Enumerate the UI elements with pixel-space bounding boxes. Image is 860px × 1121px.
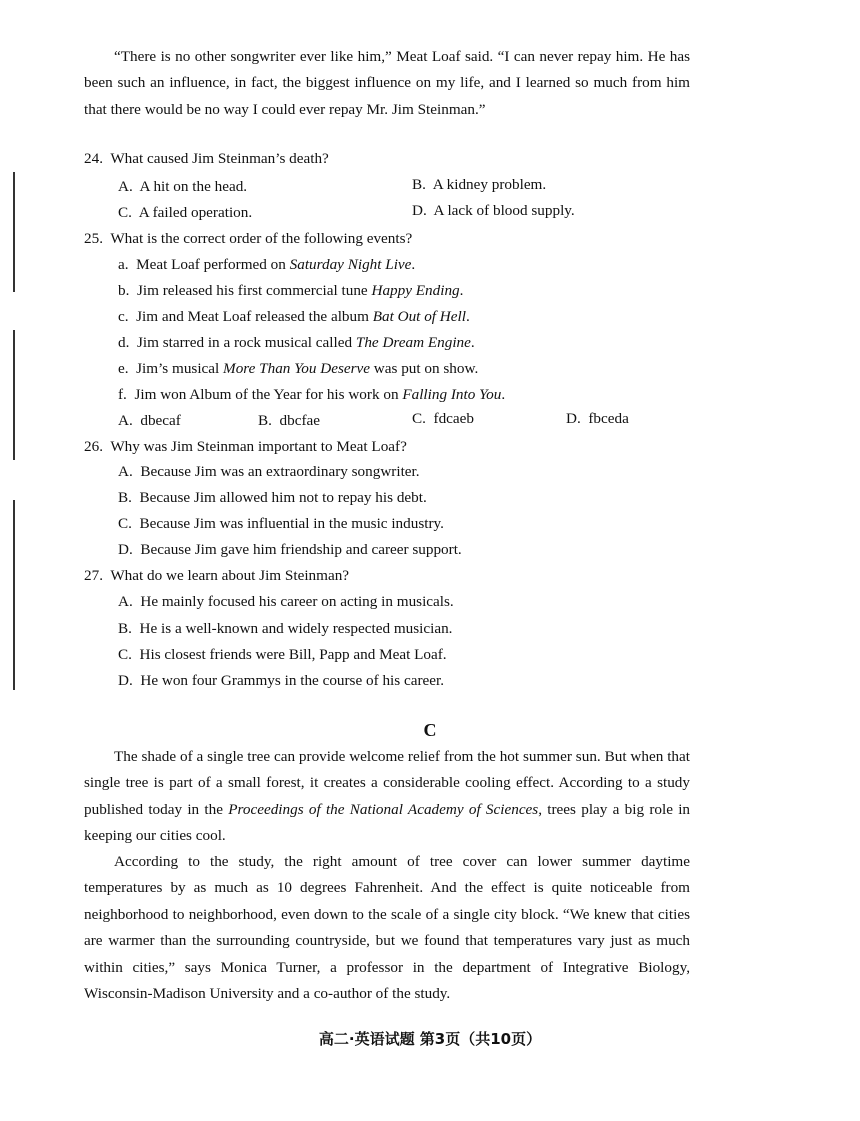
q25-event-a: a. Meat Loaf performed on Saturday Night Live. bbox=[118, 256, 416, 273]
question-text: Why was Jim Steinman important to Meat Loaf? bbox=[110, 438, 407, 455]
q25-event-b: b. Jim released his first commercial tune Happy Ending. bbox=[118, 282, 464, 299]
question-number: 26. bbox=[84, 438, 103, 455]
q24-option-a[interactable]: A. A hit on the head. bbox=[118, 178, 248, 195]
scan-artifact-line bbox=[13, 500, 15, 690]
question-text: What do we learn about Jim Steinman? bbox=[110, 567, 350, 584]
question-number: 27. bbox=[84, 567, 103, 584]
q26-option-a[interactable]: A. Because Jim was an extraordinary songwriter. bbox=[118, 463, 420, 480]
question-27-stem bbox=[84, 567, 349, 585]
q24-option-d[interactable]: D. A lack of blood supply. bbox=[412, 202, 575, 219]
question-text: What caused Jim Steinman’s death? bbox=[110, 150, 329, 167]
question-24-stem bbox=[84, 150, 329, 168]
scan-artifact-line bbox=[13, 172, 15, 292]
question-text: What is the correct order of the following events? bbox=[110, 230, 413, 247]
question-26-stem bbox=[84, 438, 407, 456]
section-c-paragraph-1: The shade of a single tree can provide welcome relief from the hot summer sun. But when that single tree is part of a small forest, it creates a considerable cooling effect. According to a study published today in the Proceedings of the National Academy of Sciences, trees play a big role in keeping our cities cool. bbox=[84, 748, 691, 845]
section-heading: C bbox=[423, 720, 437, 740]
q24-option-b[interactable]: B. A kidney problem. bbox=[412, 176, 547, 193]
q26-option-b[interactable]: B. Because Jim allowed him not to repay his debt. bbox=[118, 489, 427, 506]
section-c-paragraph-2: According to the study, the right amount of tree cover can lower summer daytime temperatures by as much as 10 degrees Fahrenheit. And the effect is quite noticeable from neighborhood to neighborhood, even down to the scale of a single city block. “We knew that cities are warmer than the surrounding countryside, but we found that temperatures vary just as much within cities,” says Monica Turner, a professor in the department of Integrative Biology, Wisconsin-Madison University and a co-author of the study. bbox=[84, 853, 690, 1003]
page-footer: 高二·英语试题 第3页（共10页） bbox=[318, 1030, 542, 1048]
question-25-stem bbox=[84, 230, 412, 248]
question-number: 25. bbox=[84, 230, 103, 247]
q26-option-d[interactable]: D. Because Jim gave him friendship and career support. bbox=[118, 541, 462, 558]
q27-option-a[interactable]: A. He mainly focused his career on acting in musicals. bbox=[118, 593, 454, 610]
q27-option-d[interactable]: D. He won four Grammys in the course of his career. bbox=[118, 672, 445, 689]
intro-paragraph: “There is no other songwriter ever like him,” Meat Loaf said. “I can never repay him. He has been such an influence, in fact, the biggest influence on my life, and I learned so much from him that there would be no way I could ever repay Mr. Jim Steinman.” bbox=[84, 48, 690, 118]
q25-option-d[interactable]: D. fbceda bbox=[566, 410, 629, 427]
q25-event-c: c. Jim and Meat Loaf released the album Bat Out of Hell. bbox=[118, 308, 470, 325]
q25-option-c[interactable]: C. fdcaeb bbox=[412, 410, 474, 427]
q25-event-e: e. Jim’s musical More Than You Deserve was put on show. bbox=[118, 360, 479, 377]
scan-artifact-line bbox=[13, 330, 15, 460]
q25-option-a[interactable]: A. dbecaf bbox=[118, 412, 181, 429]
q27-option-b[interactable]: B. He is a well-known and widely respected musician. bbox=[118, 620, 453, 637]
q24-option-c[interactable]: C. A failed operation. bbox=[118, 204, 253, 221]
q25-option-b[interactable]: B. dbcfae bbox=[258, 412, 320, 429]
q27-option-c[interactable]: C. His closest friends were Bill, Papp and Meat Loaf. bbox=[118, 646, 447, 663]
q25-event-d: d. Jim starred in a rock musical called The Dream Engine. bbox=[118, 334, 475, 351]
question-number: 24. bbox=[84, 150, 103, 167]
q25-event-f: f. Jim won Album of the Year for his work on Falling Into You. bbox=[118, 386, 506, 403]
q26-option-c[interactable]: C. Because Jim was influential in the music industry. bbox=[118, 515, 444, 532]
